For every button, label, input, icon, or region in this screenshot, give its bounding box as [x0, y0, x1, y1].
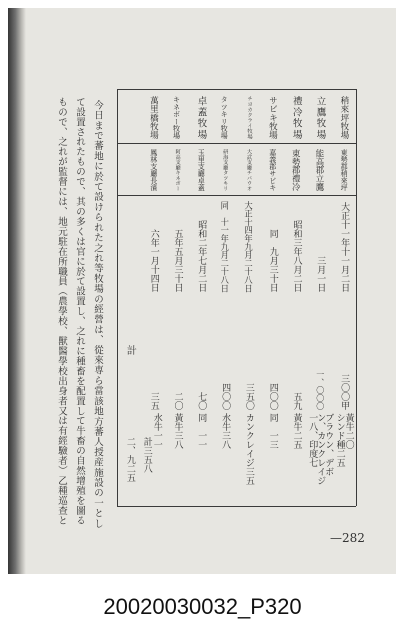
ranch-livestock: ン、カンクレイジ — [315, 413, 326, 485]
ranch-area: 五九 — [291, 392, 302, 410]
ranch-area: 三〇〇甲 — [339, 374, 350, 410]
ranch-established: 昭和二年七月二日 — [196, 220, 207, 292]
ranch-location: 東勢郡稍來坪 — [340, 149, 349, 191]
ranch-location: 阿高支廳キネボー — [174, 149, 181, 191]
ranch-area: 一、〇〇〇 — [315, 370, 325, 410]
ranch-livestock: 黃牛二五 — [291, 413, 302, 449]
ranch-livestock: シンド種二五 — [334, 413, 345, 467]
ranch-name: タツキリ牧場 — [220, 96, 230, 139]
ranch-area: 二〇 — [172, 392, 183, 410]
ranch-location: 東勢郡禮冷 — [291, 149, 302, 191]
ranch-area: 三五〇 — [243, 383, 254, 410]
ranch-established: 六年一月十四日 — [148, 229, 159, 292]
body-text-line: 今日まで蕃地に於て設けられた之れ等牧場の經營は、從來専ら當該地方蕃人授産施設の一とし — [92, 100, 103, 528]
ranch-livestock: 同 一一 — [196, 413, 207, 449]
ranch-area: 七〇 — [196, 392, 207, 410]
ranch-established: 同 十一年九月二十八日 — [219, 200, 230, 292]
ranch-area: 四〇〇 — [267, 383, 278, 410]
ranch-established: 同 九月三十日 — [267, 229, 278, 292]
ranch-name: キネボー牧場 — [172, 96, 182, 139]
ranch-livestock: ブラウン、デボ — [323, 413, 334, 476]
ranch-location: 鳳林支廳長濱 — [149, 149, 158, 191]
ranch-name: 萬里橋牧場 — [148, 96, 159, 139]
ranch-location: 嘉義郡サビキ — [268, 149, 277, 191]
ranch-area: 四〇〇 — [220, 383, 231, 410]
ranch-established: 大正十一年十一月二日 — [339, 202, 350, 292]
ranch-name: 卓蓋牧場 — [195, 96, 207, 139]
ranch-livestock: 黃牛三八 — [172, 413, 183, 449]
ranch-established: 五年五月三十日 — [172, 229, 183, 292]
table-rule-top — [117, 89, 356, 90]
total-livestock: 計三五八 — [141, 437, 152, 473]
total-label: 計 — [124, 345, 136, 355]
body-text-line: もので、之れが監督には、地元駐在所職員（農學校、獸醫學校出身者又は有經驗者）乙種巡查と — [56, 97, 67, 525]
table-rule — [117, 195, 356, 196]
ranch-area: 三五 — [148, 392, 159, 410]
ranch-name: 禮冷牧場 — [290, 96, 302, 139]
image-caption: 20020030032_P320 — [103, 594, 302, 619]
table-rule — [117, 143, 356, 144]
ranch-established: 三月一日 — [315, 256, 326, 292]
body-text-line: て設置されたもので、其の多くは官に於て設置し、之れに種畜を配置して牛畜の自然增殖を圖る — [74, 97, 85, 525]
ranch-location: 玉里支廳卓蓋 — [197, 149, 206, 191]
ranch-name: 立鷹牧場 — [314, 96, 326, 139]
ranch-name: チヨカクライ牧場 — [246, 96, 253, 139]
ranch-livestock: カンクレイジ三五 — [243, 413, 254, 485]
ranch-location: 研海支廳タツキリ — [222, 149, 229, 191]
table-rule-left — [117, 89, 118, 506]
total-area: 二、九二五 — [124, 437, 135, 482]
ranch-livestock: 同 一三 — [267, 413, 278, 449]
ranch-name: 稍來坪牧場 — [338, 96, 349, 139]
ranch-livestock: 黃牛二〇 — [343, 413, 354, 449]
page-number: —282 — [330, 531, 365, 545]
ranch-livestock: 一八、印度七 — [307, 413, 318, 467]
ranch-livestock: 水牛三八 — [220, 413, 231, 449]
ranch-livestock: 水牛一一 — [151, 413, 162, 449]
table-rule-right — [356, 89, 357, 506]
table-rule-bottom — [117, 506, 356, 507]
binding-shadow — [8, 8, 26, 574]
ranch-established: 昭和三年八月二日 — [291, 220, 302, 292]
ranch-established: 大正十四年九月二十八日 — [243, 200, 254, 292]
ranch-location: 大武支廳チバウオ — [245, 149, 252, 191]
ranch-location: 能高郡立鷹 — [314, 149, 325, 191]
ranch-name: サビキ牧場 — [267, 96, 278, 139]
